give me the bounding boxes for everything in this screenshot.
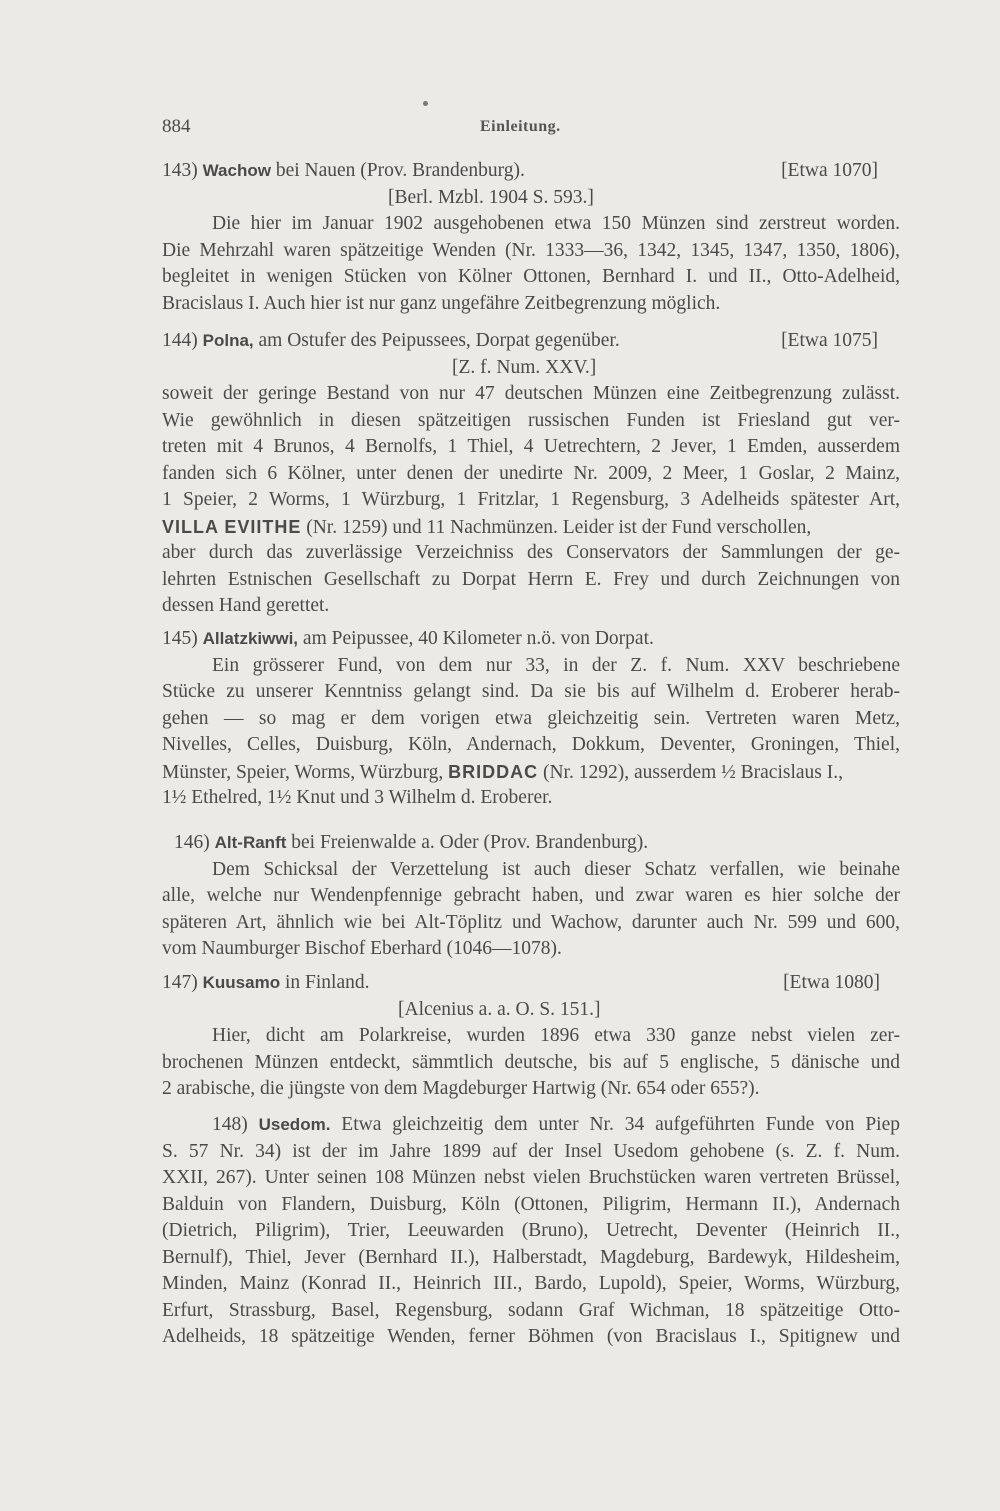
source-reference: [Z. f. Num. XXV.] [452,356,597,378]
page-number: 884 [162,116,191,137]
body-line: späteren Art, ähnlich wie bei Alt-Töplitz und Wachow, darunter auch Nr. 599 und 600, [162,911,900,933]
entry-heading [162,328,900,355]
entry-number: 148) [212,1114,248,1135]
date-bracket: [Etwa 1080] [783,972,880,993]
body-line: lehrten Estnischen Gesellschaft zu Dorpat Herrn E. Frey und durch Zeichnungen von [162,568,900,590]
coin-legend: VILLA EVIITHE [162,516,302,537]
body-line: (Dietrich, Piligrim), Trier, Leeuwarden (Bruno), Uetrecht, Deventer (Heinrich II., [162,1220,900,1241]
entry-heading [162,626,900,653]
body-line: Hier, dicht am Polarkreise, wurden 1896 etwa 330 ganze nebst vielen zer- [212,1025,900,1046]
source-reference: [Alcenius a. a. O. S. 151.] [398,998,601,1020]
body-line: soweit der geringe Bestand von nur 47 deutschen Münzen eine Zeitbegrenzung zulässt. [162,383,900,404]
entry-147 [162,970,900,1103]
entry-148 [162,1112,900,1351]
find-name: Polna, [202,331,254,350]
body-line: vom Naumburger Bischof Eberhard (1046—1078). [162,938,562,959]
body-line: Die hier im Januar 1902 ausgehobenen etwa 150 Münzen sind zerstreut worden. [212,213,900,234]
entry-144 [162,328,900,620]
source-reference: [Berl. Mzbl. 1904 S. 593.] [388,186,594,208]
body-line: Minden, Mainz (Konrad II., Heinrich III., Bardo, Lupold), Speier, Worms, Würzburg, [162,1273,900,1294]
body-line: Ein grösserer Fund, von dem nur 33, in der Z. f. Num. XXV beschriebene [212,654,900,676]
body-line: 1½ Ethelred, 1½ Knut und 3 Wilhelm d. Eroberer. [162,787,553,808]
coin-legend: BRIDDAC [448,761,539,782]
entry-number: 144) [162,330,198,351]
ink-speck [423,101,428,106]
entry-145 [162,626,900,812]
entry-number: 146) [174,832,210,853]
body-line: Wie gewöhnlich in diesen spätzeitigen russischen Funden ist Friesland gut ver- [162,409,900,431]
body-line-with-legend [162,759,900,786]
body-line: 2 arabische, die jüngste von dem Magdeburger Hartwig (Nr. 654 oder 655?). [162,1078,760,1099]
find-name: Wachow [202,161,271,180]
body-text: Münster, Speier, Worms, Würzburg, [162,761,444,783]
body-line: Dem Schicksal der Verzettelung ist auch dieser Schatz verfallen, wie beinahe [212,858,900,880]
date-bracket: [Etwa 1070] [781,160,878,181]
body-line: dessen Hand gerettet. [162,595,330,616]
entry-143 [162,158,900,317]
find-name: Allatzkiwwi, [202,629,299,648]
entry-heading [162,830,900,857]
body-line: aber durch das zuverlässige Verzeichniss des Conservators der Sammlungen der ge- [162,542,900,563]
body-line: 1 Speier, 2 Worms, 1 Würzburg, 1 Fritzlar, 1 Regensburg, 3 Adelheids spätester Art, [162,489,900,510]
body-line: treten mit 4 Brunos, 4 Bernolfs, 1 Thiel, 4 Uetrechtern, 2 Jever, 1 Emden, ausserdem [162,436,900,457]
heading-text: bei Nauen (Prov. Brandenburg). [275,160,525,181]
body-line: Bracislaus I. Auch hier ist nur ganz ungefähre Zeitbegrenzung möglich. [162,292,721,314]
body-line: Bernulf), Thiel, Jever (Bernhard II.), Halberstadt, Magdeburg, Bardewyk, Hildesheim, [162,1246,900,1268]
body-line: Adelheids, 18 spätzeitige Wenden, ferner Böhmen (von Bracislaus I., Spitignew und [162,1326,900,1347]
body-text: (Nr. 1259) und 11 Nachmünzen. Leider ist der Fund verschollen, [306,516,812,538]
body-text: (Nr. 1292), ausserdem ½ Bracislaus I., [542,761,843,783]
body-line: begleitet in wenigen Stücken von Kölner Ottonen, Bernhard I. und II., Otto-Adelheid, [162,266,900,287]
entry-number: 147) [162,972,198,993]
entry-number: 143) [162,160,198,181]
body-line: Erfurt, Strassburg, Basel, Regensburg, sodann Graf Wichman, 18 spätzeitige Otto- [162,1299,900,1321]
entry-number: 145) [162,628,198,649]
body-line: alle, welche nur Wendenpfennige gebracht haben, und zwar waren es hier solche der [162,885,900,906]
date-bracket: [Etwa 1075] [781,330,878,351]
body-line: Nivelles, Celles, Duisburg, Köln, Andernach, Dokkum, Deventer, Groningen, Thiel, [162,734,900,755]
entry-heading [162,970,900,997]
entry-heading [162,158,900,185]
entry-heading [162,1112,900,1139]
heading-text: in Finland. [284,972,370,993]
heading-text: bei Freienwalde a. Oder (Prov. Brandenburg). [291,832,649,853]
body-line-with-legend [162,514,900,541]
body-line: Die Mehrzahl waren spätzeitige Wenden (Nr. 1333—36, 1342, 1345, 1347, 1350, 1806), [162,239,900,261]
body-line: Balduin von Flandern, Duisburg, Köln (Ottonen, Piligrim, Hermann II.), Andernach [162,1193,900,1215]
body-line: Stücke zu unserer Kenntniss gelangt sind. Da sie bis auf Wilhelm d. Eroberer herab- [162,681,900,702]
body-line: gehen — so mag er dem vorigen etwa gleichzeitig sein. Vertreten waren Metz, [162,707,900,729]
find-name: Kuusamo [202,973,281,992]
body-line: XXII, 267). Unter seinen 108 Münzen nebst vielen Bruchstücken waren vertreten Brüssel, [162,1167,900,1188]
body-line: fanden sich 6 Kölner, unter denen der unedirte Nr. 2009, 2 Meer, 1 Goslar, 2 Mainz, [162,462,900,484]
heading-text: am Ostufer des Peipussees, Dorpat gegenüber. [258,330,620,351]
entry-146 [162,830,900,963]
heading-text: Etwa gleichzeitig dem unter Nr. 34 aufgeführten Funde von Piep [341,1114,900,1135]
find-name: Alt-Ranft [214,833,287,852]
body-line: S. 57 Nr. 34) ist der im Jahre 1899 auf der Insel Usedom gehobene (s. Z. f. Num. [162,1140,900,1162]
find-name: Usedom. [258,1115,331,1134]
body-line: brochenen Münzen entdeckt, sämmtlich deutsche, bis auf 5 englische, 5 dänische und [162,1051,900,1073]
heading-text: am Peipussee, 40 Kilometer n.ö. von Dorpat. [302,628,654,649]
running-title: Einleitung. [480,118,561,135]
